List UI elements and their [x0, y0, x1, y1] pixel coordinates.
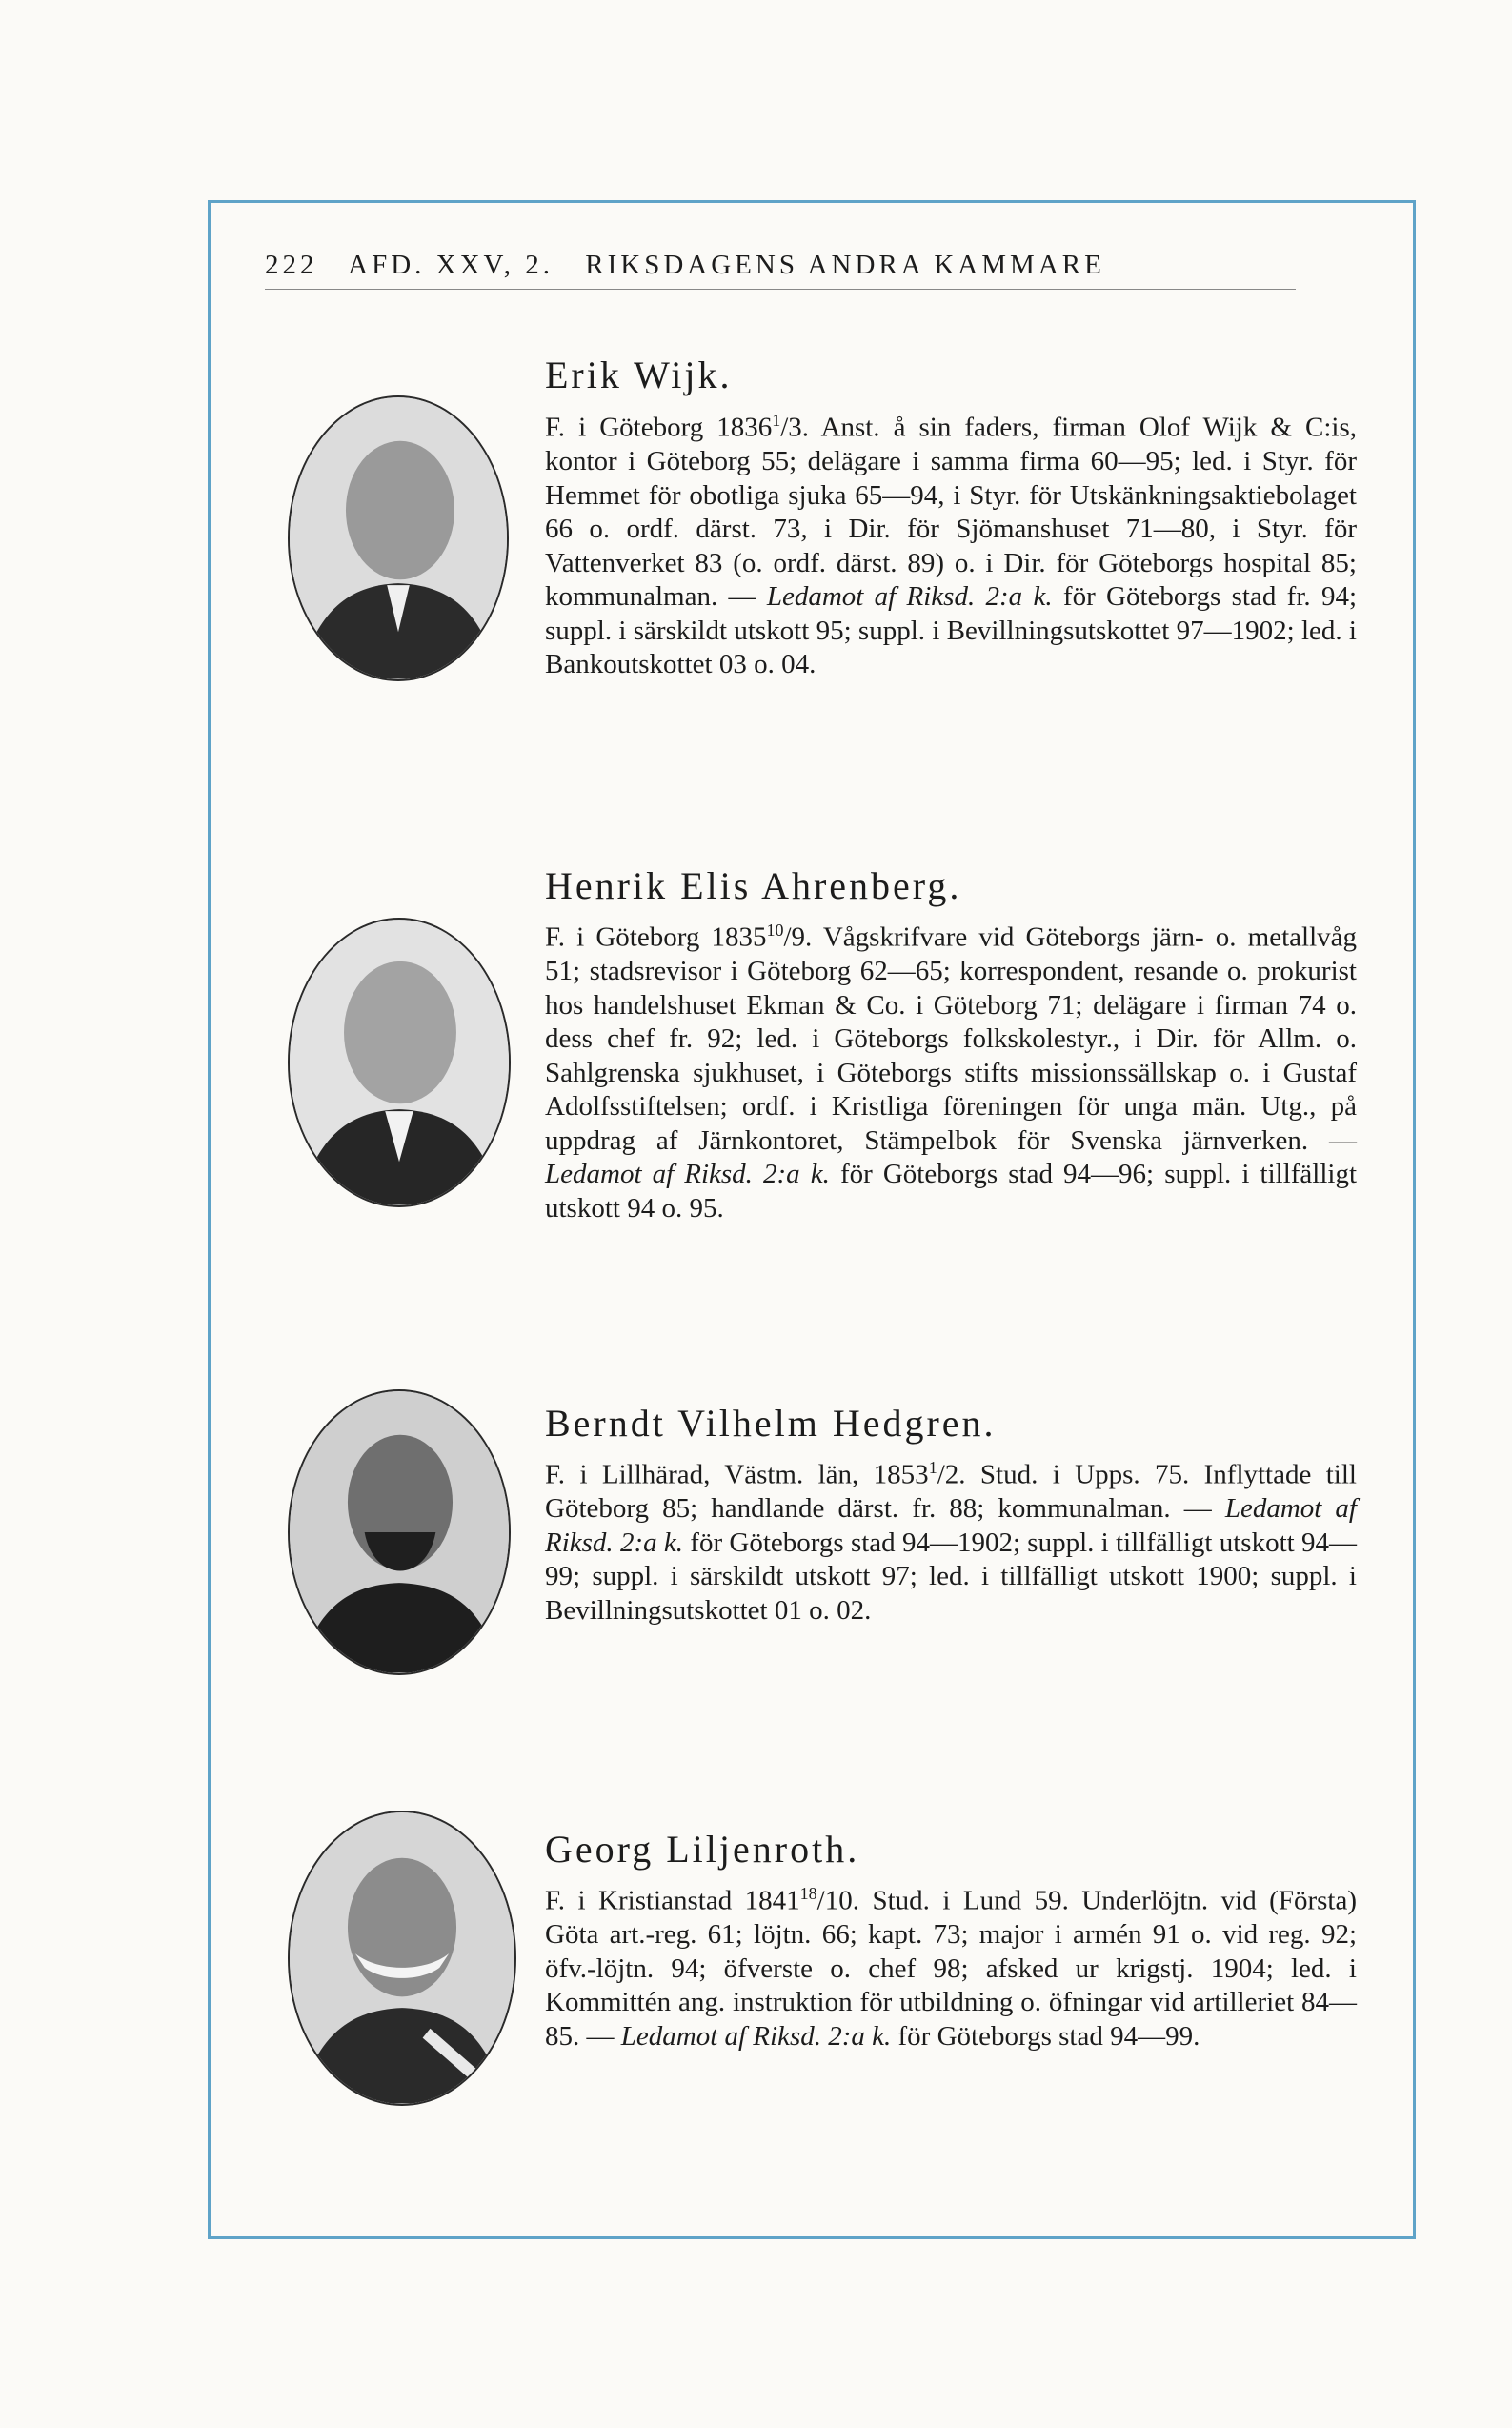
entry-name: Henrik Elis Ahrenberg. — [545, 864, 962, 907]
entry-biography: F. i Göteborg 1836$^1$/3. Anst. å sin faders, firman Olof Wijk & C:is, kontor i Göteborg 55; delägare i samma firma 60—95; led. i Styr. för Hemmet för obotliga sjuka 65—94, i Styr. för Utskänkningsaktiebolaget 66 o. ordf. därst. 73, i Dir. för Sjömanshuset 71—80, i Styr. för Vattenverket 83 (o. ordf. därst. 89) o. i Dir. för Göteborgs hospital 85; kommunalman. — Ledamot af Riksd. 2:a k. för Göteborgs stad fr. 94; suppl. i särskildt utskott 95; suppl. i Bevillningsutskottet 97—1902; led. i Bankoutskottet 03 o. 04. — [545, 411, 1357, 680]
entry-name: Erik Wijk. — [545, 354, 733, 396]
page-number: 222 — [265, 250, 318, 280]
entry-biography: F. i Göteborg 1835$^{10}$/9. Vågskrifvare vid Göteborgs järn- o. metallvåg 51; stadsrevisor i Göteborg 62—65; korrespondent, resande o. prokurist hos handelshuset Ekman & Co. i Göteborg 71; delägare i firman 74 o. dess chef fr. 92; led. i Göteborgs folkskolestyr., i Dir. för Allm. o. Sahlgrenska sjukhuset, i Göteborgs stifts missionssällskap o. i Gustaf Adolfsstiftelsen; ordf. i Kristliga föreningen för unga män. Utg., på uppdrag af Järnkontoret, Stämpelbok för Svenska järnverken. — Ledamot af Riksd. 2:a k. för Göteborgs stad 94—96; suppl. i tillfälligt utskott 94 o. 95. — [545, 921, 1358, 1224]
running-head — [265, 250, 1296, 290]
portrait-photo — [288, 918, 511, 1207]
entry-biography: F. i Lillhärad, Västm. län, 1853$^1$/2. Stud. i Upps. 75. Inflyttade till Göteborg 85; handlande därst. fr. 88; kommunalman. — Ledamot af Riksd. 2:a k. för Göteborgs stad 94—1902; suppl. i tillfälligt utskott 94—99; suppl. i särskildt utskott 97; led. i tillfälligt utskott 1900; suppl. i Bevillningsutskottet 01 o. 02. — [545, 1458, 1357, 1626]
entry-name: Berndt Vilhelm Hedgren. — [545, 1402, 997, 1445]
portrait-photo — [288, 395, 509, 681]
chamber-title: RIKSDAGENS ANDRA KAMMARE — [585, 250, 1105, 280]
entry-biography: F. i Kristianstad 1841$^{18}$/10. Stud. i Lund 59. Underlöjtn. vid (Första) Göta art.-reg. 61; löjtn. 66; kapt. 73; major i armén 91 o. vid reg. 92; öfv.-löjtn. 94; öfverste o. chef 98; afsked ur krigstj. 1904; led. i Kommittén ang. instruktion för utbildning o. öfningar vid artilleriet 84—85. — Ledamot af Riksd. 2:a k. för Göteborgs stad 94—99. — [545, 1884, 1357, 2052]
section-label: AFD. XXV, 2. — [348, 250, 554, 280]
portrait-photo — [288, 1811, 516, 2106]
portrait-photo — [288, 1389, 511, 1675]
entry-name: Georg Liljenroth. — [545, 1828, 860, 1871]
